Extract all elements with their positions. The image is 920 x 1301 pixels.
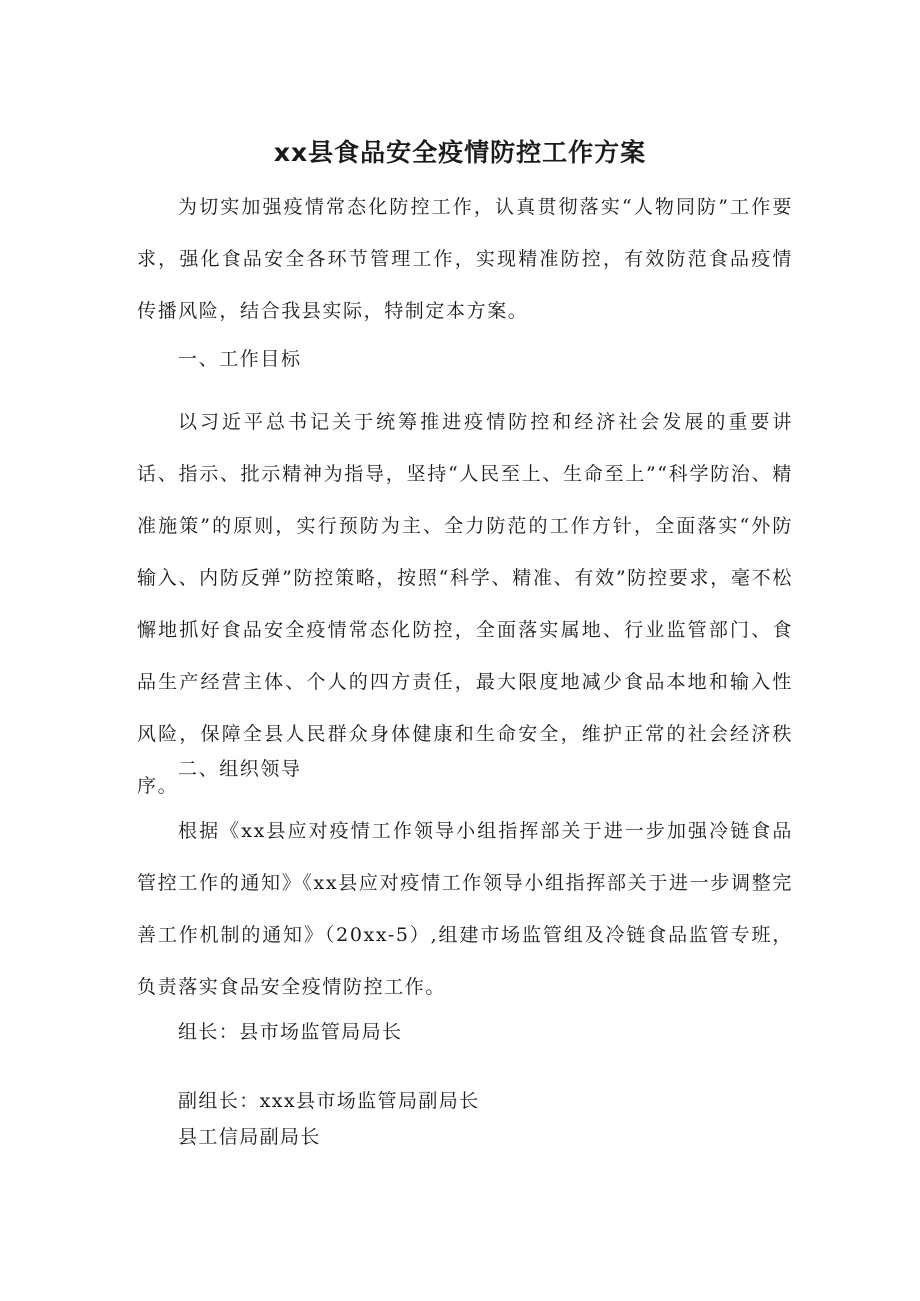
section-heading-goals: 一、工作目标 [178, 348, 302, 370]
leader-line: 组长：县市场监管局局长 [178, 1021, 403, 1043]
organization-paragraph: 根据《xx县应对疫情工作领导小组指挥部关于进一步加强冷链食品管控工作的通知》《xx县应对疫情工作领导小组指挥部关于进一步调整完善工作机制的通知》（20xx-5）,组建市场监管组及冷链食品监管专班，负责落实食品安全疫情防控工作。 [137, 820, 793, 998]
intro-paragraph: 为切实加强疫情常态化防控工作，认真贯彻落实“人物同防”工作要求，强化食品安全各环节管理工作，实现精准防控，有效防范食品疫情传播风险，结合我县实际，特制定本方案。 [137, 196, 793, 322]
goals-paragraph: 以习近平总书记关于统筹推进疫情防控和经济社会发展的重要讲话、指示、批示精神为指导，坚持“人民至上、生命至上”“科学防治、精准施策”的原则，实行预防为主、全力防范的工作方针，全面落实“外防输入、内防反弹”防控策略，按照“科学、精准、有效”防控要求，毫不松懈地抓好食品安全疫情常态化防控，全面落实属地、行业监管部门、食品生产经营主体、个人的四方责任，最大限度地减少食品本地和输入性风险，保障全县人民群众身体健康和生命安全，维护正常的社会经济秩序。 [137, 411, 793, 797]
deputy-leader-line: 副组长：xxx县市场监管局副局长 [178, 1090, 480, 1112]
section-heading-organization: 二、组织领导 [178, 758, 302, 780]
deputy-leader-line-2: 县工信局副局长 [178, 1126, 321, 1148]
document-title: xx县食品安全疫情防控工作方案 [273, 138, 647, 167]
